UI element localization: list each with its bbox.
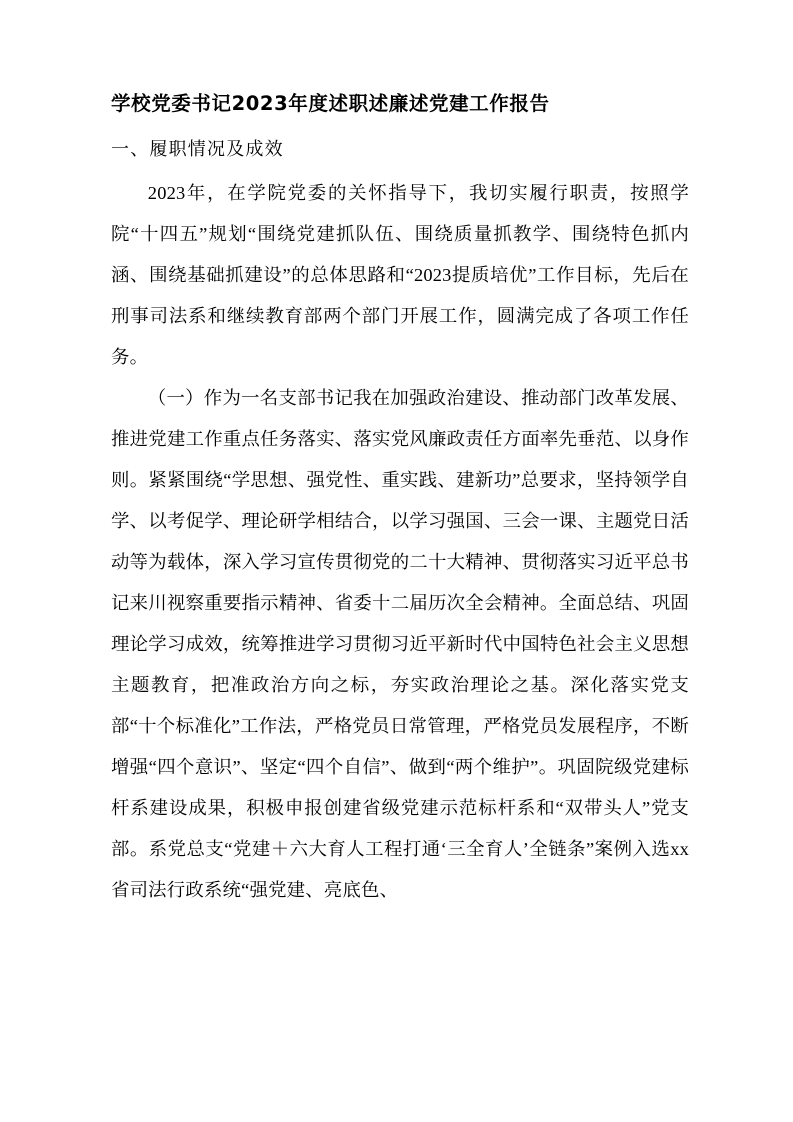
paragraph: （一）作为一名支部书记我在加强政治建设、推动部门改革发展、推进党建工作重点任务落实、落实党风廉政责任方面率先垂范、以身作则。紧紧围绕“学思想、强党性、重实践、建新功”总要求，坚持领学自学、以考促学、理论研学相结合，以学习强国、三会一课、主题党日活动等为载体，深入学习宣传贯彻党的二十大精神、贯彻落实习近平总书记来川视察重要指示精神、省委十二届历次全会精神。全面总结、巩固理论学习成效，统筹推进学习贯彻习近平新时代中国特色社会主义思想主题教育，把准政治方向之标，夯实政治理论之基。深化落实党支部“十个标准化”工作法，严格党员日常管理，严格党员发展程序，不断增强“四个意识”、坚定“四个自信”、做到“两个维护”。巩固院级党建标杆系建设成果，积极申报创建省级党建示范标杆系和“双带头人”党支部。系党总支“党建＋六大育人工程打通‘三全育人’全链条”案例入选xx省司法行政系统“强党建、亮底色、	[111, 388, 689, 901]
paragraph: 2023年，在学院党委的关怀指导下，我切实履行职责，按照学院“十四五”规划“围绕党建抓队伍、围绕质量抓教学、围绕特色抓内涵、围绕基础抓建设”的总体思路和“2023提质培优”工作目标，先后在刑事司法系和继续教育部两个部门开展工作，圆满完成了各项工作任务。	[111, 183, 689, 368]
page-title: 学校党委书记2023年度述职述廉述党建工作报告	[111, 92, 550, 115]
document-body	[111, 88, 689, 911]
section-heading: 一、履职情况及成效	[111, 139, 284, 161]
